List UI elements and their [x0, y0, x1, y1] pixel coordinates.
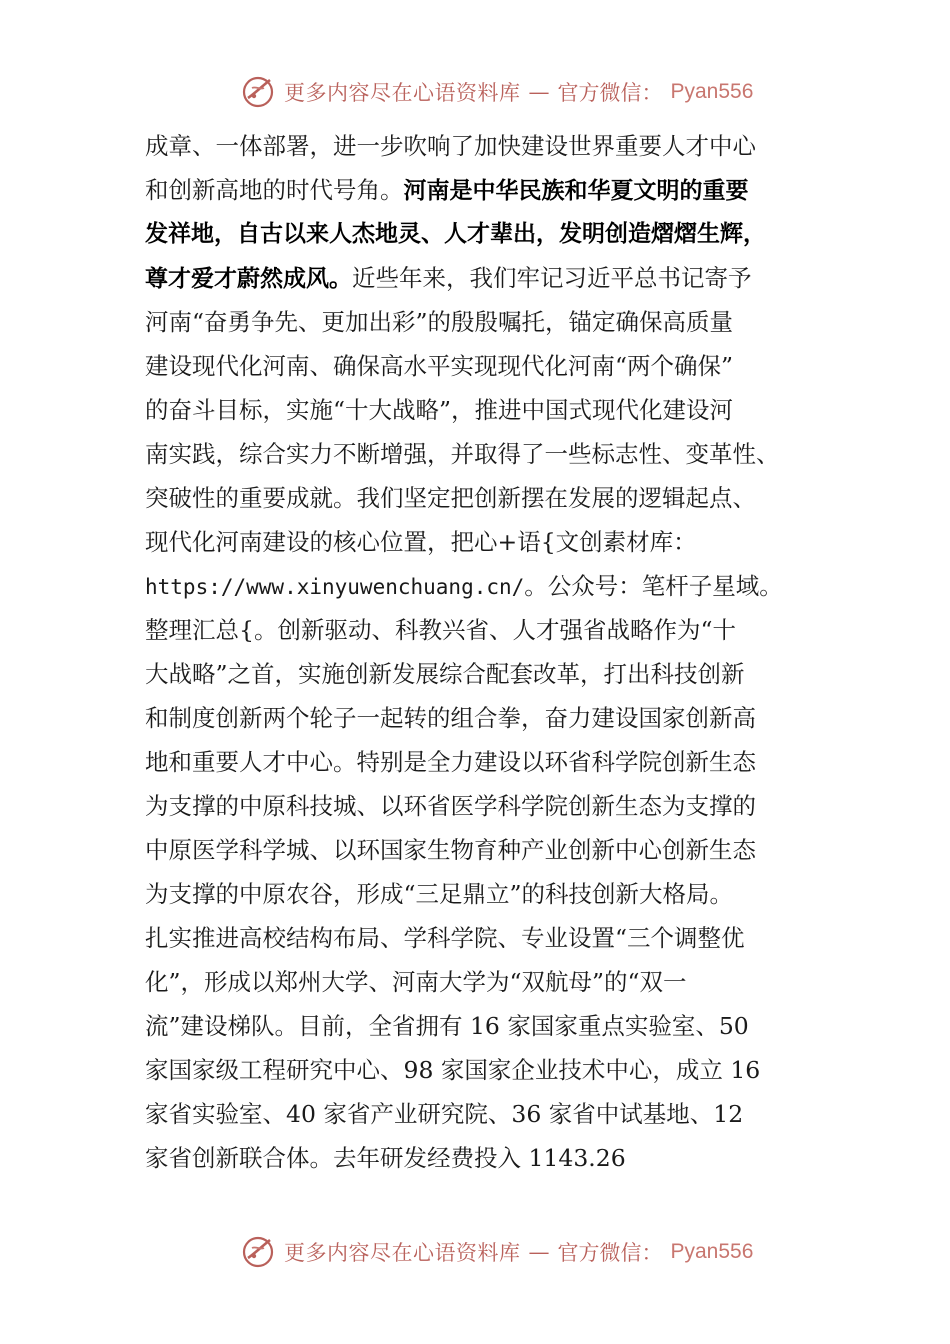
- logo-icon: [240, 1234, 276, 1270]
- header-banner-text: 更多内容尽在心语资料库: [284, 81, 521, 105]
- header-wechat-id: Pyan556: [670, 80, 754, 103]
- text-line: 突破性的重要成就。我们坚定把创新摆在发展的逻辑起点、: [145, 484, 756, 512]
- text-span: 。公众号：笔杆子星域。: [524, 572, 783, 600]
- text-line: [145, 564, 835, 608]
- footer-banner-separator: —: [528, 1240, 550, 1264]
- text-line: 中原医学科学城、以环国家生物育种产业创新中心创新生态: [145, 836, 756, 864]
- bold-text-line: 发祥地，自古以来人杰地灵、人才辈出，发明创造熠熠生辉，: [145, 221, 766, 247]
- logo-icon: [240, 74, 276, 110]
- footer-banner-label: 官方微信：: [557, 1241, 663, 1265]
- document-body: [145, 124, 835, 1180]
- text-line: 大战略”之首，实施创新发展综合配套改革，打出科技创新: [145, 660, 745, 688]
- text-line: 为支撑的中原农谷，形成“三足鼎立”的科技创新大格局。: [145, 880, 734, 908]
- text-line: 流”建设梯队。目前，全省拥有 16 家国家重点实验室、50: [145, 1012, 749, 1040]
- text-line: 化”，形成以郑州大学、河南大学为“双航母”的“双一: [145, 968, 687, 996]
- text-line: [145, 256, 835, 300]
- text-span: 和创新高地的时代号角。: [145, 176, 404, 204]
- text-line: 成章、一体部署，进一步吹响了加快建设世界重要人才中心: [145, 132, 756, 160]
- bold-text-span: 尊才爱才蔚然成风。: [145, 266, 352, 292]
- header-banner: [240, 72, 754, 112]
- text-line: 整理汇总{。创新驱动、科教兴省、人才强省战略作为“十: [145, 616, 736, 644]
- header-banner-separator: —: [528, 80, 550, 104]
- text-span: 近些年来，我们牢记习近平总书记寄予: [352, 264, 752, 292]
- text-line: 地和重要人才中心。特别是全力建设以环省科学院创新生态: [145, 748, 756, 776]
- text-line: 的奋斗目标，实施“十大战略”，推进中国式现代化建设河: [145, 396, 734, 424]
- text-line: 扎实推进高校结构布局、学科学院、专业设置“三个调整优: [145, 924, 745, 952]
- footer-banner-text: 更多内容尽在心语资料库: [284, 1241, 521, 1265]
- text-line: 和制度创新两个轮子一起转的组合拳，奋力建设国家创新高: [145, 704, 756, 732]
- text-line: 家省创新联合体。去年研发经费投入 1143.26: [145, 1144, 626, 1172]
- text-line: 现代化河南建设的核心位置，把心+语{文创素材库：: [145, 528, 697, 556]
- bold-text-span: 河南是中华民族和华夏文明的重要: [403, 178, 749, 204]
- header-banner-label: 官方微信：: [557, 81, 663, 105]
- footer-wechat-id: Pyan556: [670, 1240, 754, 1263]
- text-line: 南实践，综合实力不断增强，并取得了一些标志性、变革性、: [145, 440, 780, 468]
- text-line: [145, 168, 835, 212]
- text-line: 建设现代化河南、确保高水平实现现代化河南“两个确保”: [145, 352, 734, 380]
- url-text: https://www.xinyuwenchuang.cn/: [145, 575, 525, 599]
- footer-banner: [240, 1232, 754, 1272]
- text-line: 家省实验室、40 家省产业研究院、36 家省中试基地、12: [145, 1100, 744, 1128]
- text-line: 家国家级工程研究中心、98 家国家企业技术中心，成立 16: [145, 1056, 761, 1084]
- text-line: 河南“奋勇争先、更加出彩”的殷殷嘱托，锚定确保高质量: [145, 308, 734, 336]
- text-line: 为支撑的中原科技城、以环省医学科学院创新生态为支撑的: [145, 792, 756, 820]
